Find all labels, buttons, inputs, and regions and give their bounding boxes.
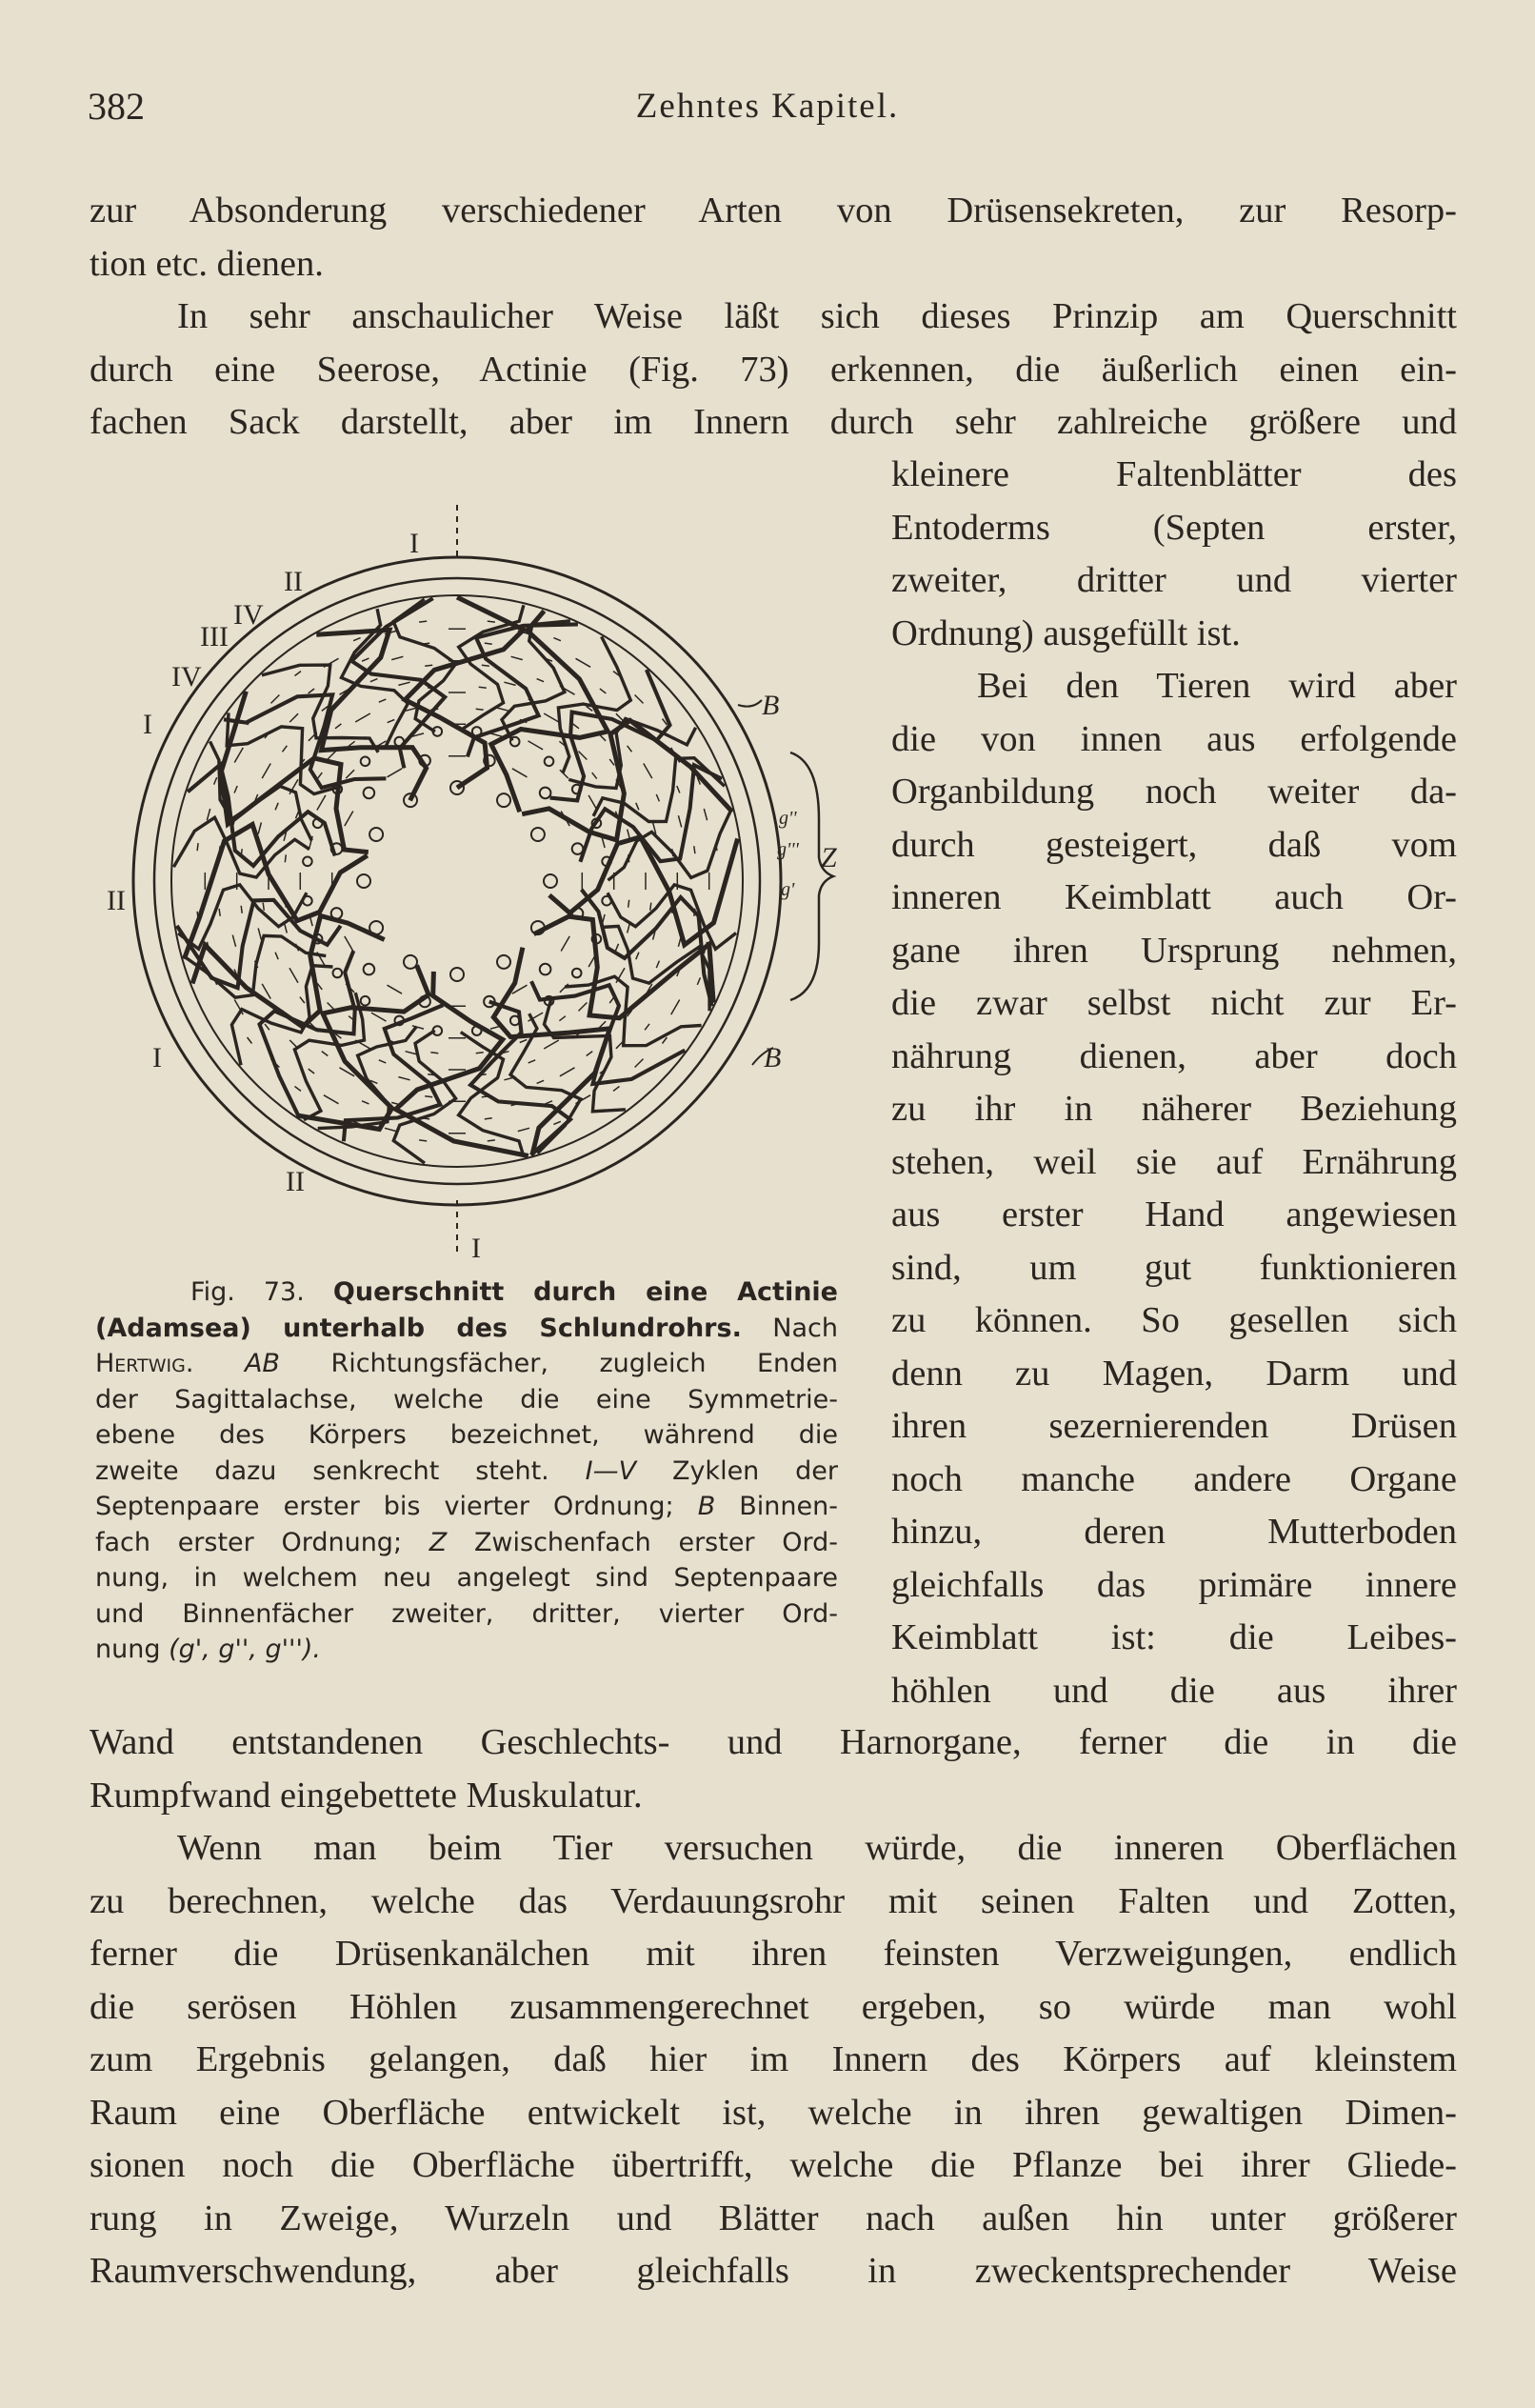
septum-hatch bbox=[587, 1052, 593, 1056]
septum-hatch bbox=[262, 984, 270, 999]
figure-caption bbox=[95, 1274, 838, 1668]
septum-hatch bbox=[234, 748, 243, 763]
septum-hatch bbox=[379, 1060, 387, 1063]
septum-hatch bbox=[716, 912, 717, 919]
caption-fig-number: Fig. 73. bbox=[190, 1277, 305, 1307]
septum-tip bbox=[545, 757, 554, 767]
septum-hatch bbox=[370, 679, 378, 682]
caption-z: Z bbox=[429, 1527, 448, 1557]
text-line: nährung dienen, aber doch bbox=[891, 1035, 1457, 1076]
septum-hatch bbox=[697, 977, 700, 985]
septum-hatch bbox=[271, 695, 280, 704]
septum-hatch bbox=[488, 1140, 495, 1141]
septum-hatch bbox=[553, 638, 561, 641]
septum-hatch bbox=[592, 773, 597, 779]
septum-hatch bbox=[262, 764, 270, 779]
page-header bbox=[88, 84, 1447, 141]
septum-hatch bbox=[425, 665, 432, 666]
septum-tip bbox=[369, 828, 383, 841]
caption-ab: AB bbox=[244, 1349, 280, 1378]
septum-hatch bbox=[635, 695, 644, 704]
text-line: Bei den Tieren wird aber bbox=[977, 666, 1457, 706]
septum-hatch bbox=[346, 770, 354, 778]
septum-hatch bbox=[561, 936, 569, 952]
septum-tip bbox=[361, 996, 370, 1006]
septum-hatch bbox=[430, 709, 438, 710]
text-line: kleinere Faltenblätter des bbox=[891, 454, 1457, 494]
septum-hatch bbox=[485, 1118, 492, 1119]
septum-hatch bbox=[362, 1101, 369, 1104]
septum-hatch bbox=[511, 656, 523, 659]
septum bbox=[396, 972, 528, 1156]
septum bbox=[549, 837, 738, 945]
septum-hatch bbox=[553, 1121, 561, 1124]
septum-hatch bbox=[609, 759, 614, 765]
text-line: noch manche andere Organe bbox=[891, 1458, 1457, 1499]
text-line: zu berechnen, welche das Verdauungsrohr mit seinen Falten und Zotten, bbox=[90, 1880, 1457, 1921]
septum-hatch bbox=[275, 803, 278, 811]
label-left-III: III bbox=[200, 621, 229, 652]
septum-hatch bbox=[671, 1000, 680, 1015]
septum-hatch bbox=[322, 1052, 329, 1056]
caption-line: und Binnenfächer zweiter, dritter, vierter Ord- bbox=[95, 1598, 838, 1629]
text-line: gane ihren Ursprung nehmen, bbox=[891, 930, 1457, 971]
text-line: Wand entstandenen Geschlechts- und Harnorgane, ferner die in die bbox=[90, 1722, 1457, 1762]
caption-line3-rest: Richtungsfächer, zugleich Enden bbox=[330, 1349, 838, 1378]
septum-hatch bbox=[613, 1087, 620, 1092]
caption-iv: I—V bbox=[585, 1455, 637, 1486]
caption-b: B bbox=[697, 1492, 716, 1521]
septum-hatch bbox=[497, 708, 508, 711]
text-line: die zwar selbst nicht zur Er- bbox=[891, 983, 1457, 1023]
septum-hatch bbox=[317, 773, 322, 779]
septum-hatch bbox=[512, 769, 528, 777]
septum-hatch bbox=[656, 961, 659, 969]
septum-tip bbox=[572, 843, 584, 854]
text-line: die serösen Höhlen zusammengerechnet ergeben, so würde man wohl bbox=[90, 1986, 1457, 2027]
septum-hatch bbox=[716, 843, 717, 851]
septum-hatch bbox=[636, 803, 639, 811]
septum-hatch bbox=[425, 1096, 432, 1097]
septum-hatch bbox=[635, 1059, 644, 1068]
text-line: rung in Zweige, Wurzeln und Blätter nach außen hin unter größerer bbox=[90, 2197, 1457, 2238]
septum-hatch bbox=[490, 733, 502, 736]
septum-hatch bbox=[645, 1024, 649, 1030]
text-line: Raumverschwendung, aber gleichfalls in zweckentsprechender Weise bbox=[90, 2251, 1457, 2291]
septum-hatch bbox=[355, 713, 370, 722]
septum-tip bbox=[364, 788, 375, 799]
septum-hatch bbox=[644, 764, 652, 779]
septum-hatch bbox=[362, 658, 369, 661]
septum-hatch bbox=[371, 1013, 387, 1021]
label-B-top: B bbox=[762, 690, 780, 721]
septum-hatch bbox=[385, 1128, 396, 1131]
septum-hatch bbox=[430, 1053, 438, 1054]
text-line: zur Absonderung verschiedener Arten von Drüsensekreten, zur Resorp- bbox=[90, 191, 1457, 231]
text-line: hinzu, deren Mutterboden bbox=[891, 1512, 1457, 1552]
septum-hatch bbox=[656, 794, 659, 802]
right-text-column bbox=[891, 449, 1457, 1717]
lower-paragraphs bbox=[90, 1716, 1457, 2298]
caption-line8a: fach erster Ordnung; bbox=[95, 1527, 403, 1557]
label-left-IV-a: IV bbox=[233, 599, 264, 631]
text-line: die von innen aus erfolgende bbox=[891, 718, 1457, 759]
septum-hatch bbox=[258, 928, 261, 939]
septum-hatch bbox=[704, 809, 707, 820]
text-line: stehen, weil sie auf Ernährung bbox=[891, 1141, 1457, 1182]
septum-hatch bbox=[263, 903, 264, 911]
septum-hatch bbox=[650, 903, 651, 911]
label-left-IV-b: IV bbox=[171, 661, 202, 692]
septum-hatch bbox=[391, 656, 403, 659]
septum bbox=[459, 605, 524, 730]
septum-hatch bbox=[528, 1060, 536, 1063]
septum-tip bbox=[540, 964, 551, 975]
text-line: Organbildung noch weiter da- bbox=[891, 772, 1457, 812]
text-line: gleichfalls das primäre innere bbox=[891, 1564, 1457, 1605]
caption-line8b: Zwischenfach erster Ord- bbox=[473, 1527, 838, 1557]
septum-hatch bbox=[345, 936, 353, 952]
septum-tip bbox=[602, 896, 611, 906]
label-left-II: II bbox=[107, 885, 126, 916]
septum-hatch bbox=[488, 621, 495, 622]
text-line: Rumpfwand eingebettete Muskulatur. bbox=[90, 1775, 643, 1816]
text-line: aus erster Hand angewiesen bbox=[891, 1194, 1457, 1234]
septum-hatch bbox=[544, 713, 559, 722]
septum bbox=[493, 948, 609, 1155]
text-line: durch gesteigert, daß vom bbox=[891, 824, 1457, 865]
septum-tip bbox=[369, 921, 383, 934]
septum bbox=[534, 916, 714, 1018]
septum-hatch bbox=[406, 1052, 417, 1054]
septa-pattern bbox=[173, 597, 737, 1163]
septum-hatch bbox=[309, 689, 314, 693]
septum-tip bbox=[497, 955, 510, 969]
label-B-bottom: B bbox=[764, 1042, 782, 1074]
caption-line7b: Binnen- bbox=[739, 1492, 838, 1521]
septum-hatch bbox=[677, 786, 680, 793]
septum-hatch bbox=[197, 843, 198, 851]
septum-tip bbox=[333, 969, 343, 978]
caption-line7a: Septenpaare erster bis vierter Ordnung; bbox=[95, 1492, 674, 1521]
septum-hatch bbox=[283, 746, 288, 752]
text-line: fachen Sack darstellt, aber im Innern durch sehr zahlreiche größere und bbox=[90, 402, 1457, 442]
caption-line: der Sagittalachse, welche die eine Symmetrie- bbox=[95, 1384, 838, 1415]
septum-tip bbox=[544, 874, 557, 888]
septum-hatch bbox=[544, 1040, 559, 1049]
text-line: In sehr anschaulicher Weise läßt sich dieses Prinzip am Querschnitt bbox=[177, 296, 1457, 336]
text-line: ferner die Drüsenkanälchen mit ihren feinsten Verzweigungen, endlich bbox=[90, 1934, 1457, 1974]
septum-hatch bbox=[398, 682, 409, 685]
septum bbox=[351, 598, 445, 768]
septum-hatch bbox=[232, 935, 235, 947]
label-bottom-I: I bbox=[471, 1233, 481, 1264]
septum-tip bbox=[450, 968, 464, 981]
label-g3: g''' bbox=[777, 839, 799, 860]
septum-hatch bbox=[636, 953, 639, 960]
text-line: Keimblatt ist: die Leibes- bbox=[891, 1617, 1457, 1657]
septum-hatch bbox=[482, 665, 489, 666]
page-number: 382 bbox=[88, 85, 145, 128]
septum-hatch bbox=[275, 953, 278, 960]
septum-hatch bbox=[309, 1069, 314, 1074]
septum-hatch bbox=[518, 1128, 529, 1131]
text-line: Wenn man beim Tier versuchen würde, die inneren Oberflächen bbox=[177, 1828, 1457, 1868]
caption-line: nung, in welchem neu angelegt sind Septenpaare bbox=[95, 1563, 838, 1593]
label-upper-II: II bbox=[284, 566, 303, 597]
septum-hatch bbox=[317, 795, 326, 811]
text-line: durch eine Seerose, Actinie (Fig. 73) erkennen, die äußerlich einen ein- bbox=[90, 349, 1457, 390]
septum-hatch bbox=[289, 713, 298, 722]
septum-hatch bbox=[289, 1040, 298, 1049]
septum-hatch bbox=[295, 1087, 302, 1092]
septum-hatch bbox=[388, 720, 395, 723]
label-g1: g' bbox=[781, 879, 795, 900]
septum-tip bbox=[404, 955, 417, 969]
text-line: zu ihr in näherer Beziehung bbox=[891, 1089, 1457, 1129]
septum-hatch bbox=[419, 621, 427, 622]
septum-hatch bbox=[476, 709, 484, 710]
septum bbox=[608, 809, 732, 880]
label-left-I-a: I bbox=[143, 709, 152, 740]
septum-tip bbox=[497, 793, 510, 807]
label-lower-II: II bbox=[286, 1166, 305, 1197]
septum-hatch bbox=[335, 724, 341, 729]
septum bbox=[316, 630, 426, 800]
septum-hatch bbox=[265, 1024, 269, 1030]
label-g2: g'' bbox=[779, 808, 797, 829]
text-line: inneren Keimblatt auch Or- bbox=[891, 877, 1457, 917]
septum-hatch bbox=[573, 724, 579, 729]
septum-tip bbox=[357, 874, 370, 888]
label-left-I-b: I bbox=[152, 1042, 162, 1074]
septum-hatch bbox=[388, 769, 403, 777]
septum-hatch bbox=[479, 687, 487, 688]
septum-hatch bbox=[528, 741, 544, 750]
septum-tip bbox=[540, 788, 551, 799]
caption-line2-rest: Nach bbox=[772, 1313, 838, 1343]
figure-actinia-cross-section bbox=[95, 505, 857, 1267]
text-line: sind, um gut funktionieren bbox=[891, 1247, 1457, 1288]
septum-hatch bbox=[285, 854, 286, 862]
septum-hatch bbox=[537, 1080, 545, 1083]
septum-hatch bbox=[579, 1003, 588, 1012]
text-line: Ordnung) ausgefüllt ist. bbox=[891, 612, 1241, 653]
septum-hatch bbox=[289, 968, 298, 983]
septum-tip bbox=[303, 857, 312, 867]
caption-line11b: (g', g'', g'''). bbox=[169, 1635, 322, 1664]
text-line: denn zu Magen, Darm und bbox=[891, 1353, 1457, 1394]
text-line: Entoderms (Septen erster, bbox=[891, 507, 1457, 548]
septum-hatch bbox=[296, 812, 299, 819]
text-line: ihren sezernierenden Drüsen bbox=[891, 1406, 1457, 1446]
running-head: Zehntes Kapitel. bbox=[635, 87, 900, 126]
septum-tip bbox=[572, 969, 582, 978]
septum-hatch bbox=[328, 752, 336, 760]
septum-hatch bbox=[537, 679, 545, 682]
septum-tip bbox=[510, 737, 520, 747]
septum-hatch bbox=[678, 815, 681, 827]
septum-hatch bbox=[520, 1039, 528, 1042]
septum-hatch bbox=[628, 854, 629, 862]
septum-hatch bbox=[485, 643, 492, 644]
septum-hatch bbox=[248, 1037, 252, 1044]
text-line: sionen noch die Oberfläche übertrifft, welche die Pflanze bei ihrer Gliede- bbox=[90, 2145, 1457, 2185]
septum-tip bbox=[364, 964, 375, 975]
septum-hatch bbox=[295, 672, 302, 676]
septum-tip bbox=[331, 908, 343, 919]
septum-hatch bbox=[476, 1053, 484, 1054]
septum bbox=[224, 694, 386, 788]
septum-hatch bbox=[241, 906, 242, 913]
septum-hatch bbox=[628, 746, 632, 752]
caption-line11a: nung bbox=[95, 1635, 161, 1664]
septum-hatch bbox=[559, 1016, 566, 1021]
septum-hatch bbox=[258, 822, 261, 833]
septum-hatch bbox=[379, 699, 387, 702]
septum-hatch bbox=[600, 689, 606, 693]
septum-hatch bbox=[628, 900, 629, 908]
text-line: tion etc. dienen. bbox=[90, 243, 324, 284]
septum-hatch bbox=[388, 985, 403, 993]
septum-hatch bbox=[207, 809, 209, 820]
text-line: zweiter, dritter und vierter bbox=[891, 560, 1457, 600]
septum-hatch bbox=[419, 1140, 427, 1141]
septum-hatch bbox=[576, 658, 591, 667]
text-line: höhlen und die aus ihrer bbox=[891, 1670, 1457, 1711]
septum-hatch bbox=[560, 1068, 575, 1076]
label-Z: Z bbox=[821, 842, 837, 873]
septum-hatch bbox=[349, 741, 355, 746]
caption-line6-rest: Zyklen der bbox=[671, 1455, 839, 1486]
label-top-I: I bbox=[409, 528, 419, 559]
septum-hatch bbox=[353, 638, 361, 641]
text-line: zum Ergebnis gelangen, daß hier im Innern des Körpers auf kleinstem bbox=[90, 2039, 1457, 2079]
septum-tip bbox=[361, 757, 370, 767]
septum-hatch bbox=[324, 1095, 339, 1104]
septum-hatch bbox=[482, 1096, 489, 1097]
septum-hatch bbox=[672, 849, 673, 856]
septum-hatch bbox=[234, 786, 237, 793]
text-line: Raum eine Oberfläche entwickelt ist, welche in ihren gewaltigen Dimen- bbox=[90, 2092, 1457, 2133]
text-line: zu können. So gesellen sich bbox=[891, 1300, 1457, 1340]
top-paragraphs bbox=[90, 185, 1457, 450]
septum bbox=[393, 1031, 455, 1163]
caption-author: Hertwig. bbox=[95, 1349, 194, 1378]
septum-hatch bbox=[219, 909, 220, 916]
caption-line2-bold: (Adamsea) unterhalb des Schlundrohrs. bbox=[95, 1313, 742, 1343]
caption-line: ebene des Körpers bezeichnet, während die bbox=[95, 1420, 838, 1450]
caption-title: Querschnitt durch eine Actinie bbox=[332, 1277, 838, 1307]
septum-hatch bbox=[345, 812, 353, 827]
caption-line: zweite dazu senkrecht steht. bbox=[95, 1455, 549, 1486]
septum-hatch bbox=[300, 997, 305, 1003]
septum-hatch bbox=[694, 846, 695, 853]
septum-hatch bbox=[214, 777, 217, 785]
septum-hatch bbox=[504, 682, 515, 685]
septum-hatch bbox=[398, 1077, 409, 1080]
septum-tip bbox=[303, 896, 312, 906]
septum-hatch bbox=[546, 1101, 553, 1104]
septum-tip bbox=[531, 828, 545, 841]
septum-hatch bbox=[615, 944, 618, 952]
